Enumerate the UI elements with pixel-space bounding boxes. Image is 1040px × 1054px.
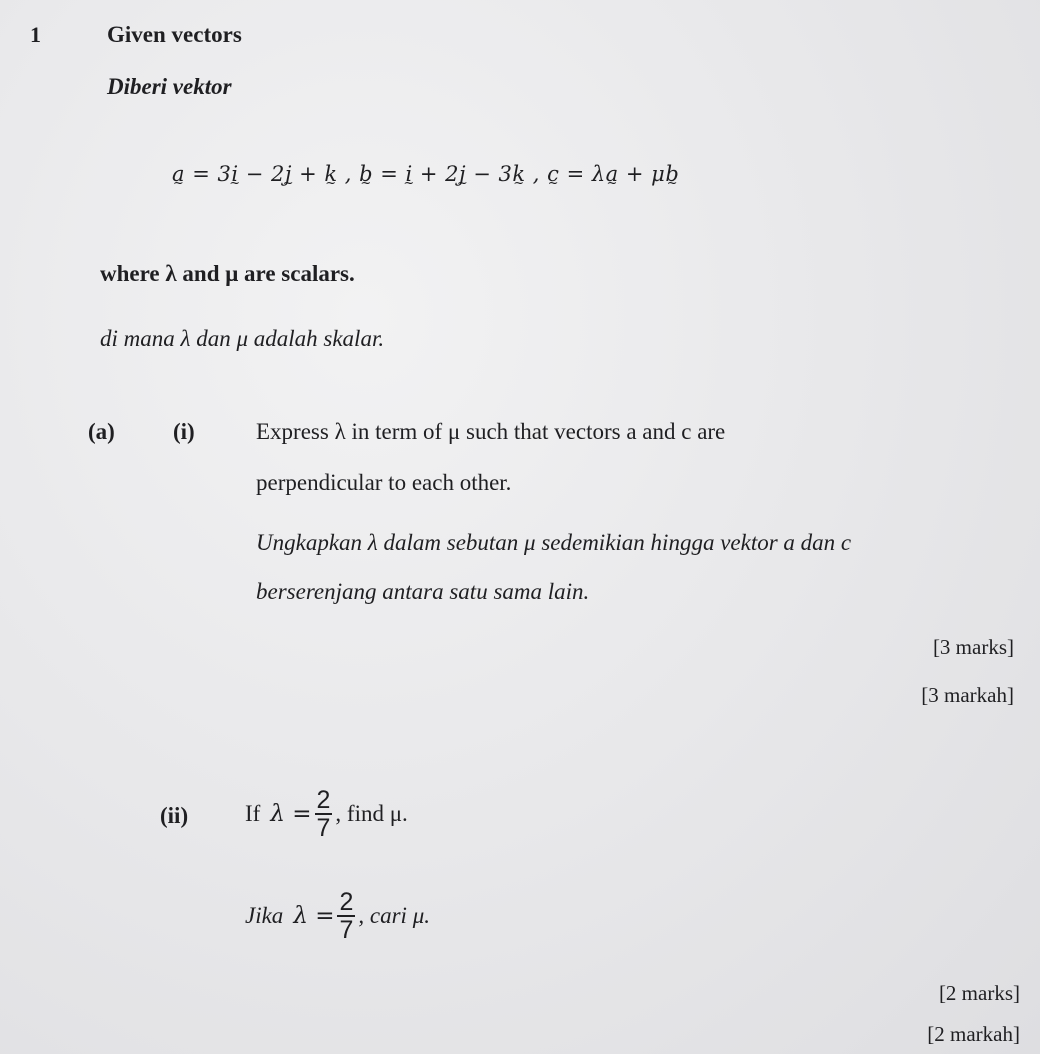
vector-definitions: a ~ = 3i ~ − 2j ~ + k ~ , b ~ = i ~ + 2j ~ − 3k ~ , c ~ = λa ~ + μb ~ (172, 162, 679, 186)
question-number: 1 (30, 22, 41, 47)
cari-mu: , cari μ. (358, 903, 430, 928)
jika-word: Jika (245, 903, 284, 928)
fraction-numerator-malay: 2 (339, 887, 354, 916)
lambda-equals: λ = (270, 801, 312, 827)
fraction-two-sevenths (315, 787, 333, 842)
lambda-equals-malay: λ = (293, 903, 335, 929)
part-a-ii-marks-english: [2 marks] (938, 981, 1020, 1005)
part-a-ii-malay (245, 882, 430, 950)
if-word: If (245, 801, 261, 826)
part-a-ii-english (245, 780, 408, 848)
scalars-malay: di mana λ dan μ adalah skalar. (100, 326, 385, 351)
part-a-label: (a) (88, 419, 115, 444)
intro-malay: Diberi vektor (107, 74, 232, 99)
scalars-english: where λ and μ are scalars. (100, 261, 355, 286)
fraction-two-sevenths-malay (337, 889, 355, 944)
part-a-ii-label: (ii) (160, 803, 189, 828)
fraction-denominator: 7 (316, 814, 331, 842)
intro-english: Given vectors (107, 22, 242, 47)
part-a-i-english-line2: perpendicular to each other. (256, 470, 512, 495)
part-a-i-malay-line2: berserenjang antara satu sama lain. (256, 579, 590, 604)
part-a-i-marks-english: [3 marks] (932, 635, 1014, 659)
part-a-i-label: (i) (173, 419, 195, 444)
part-a-ii-marks-malay: [2 markah] (927, 1022, 1020, 1046)
find-mu: , find μ. (335, 801, 408, 826)
part-a-i-marks-malay: [3 markah] (921, 683, 1014, 707)
vector-definitions-text (172, 162, 679, 186)
fraction-numerator: 2 (316, 785, 331, 814)
part-a-i-english-line1: Express λ in term of μ such that vectors a and c are (256, 419, 726, 444)
fraction-denominator-malay: 7 (339, 916, 354, 944)
part-a-i-malay-line1: Ungkapkan λ dalam sebutan μ sedemikian hingga vektor a dan c (256, 530, 852, 555)
